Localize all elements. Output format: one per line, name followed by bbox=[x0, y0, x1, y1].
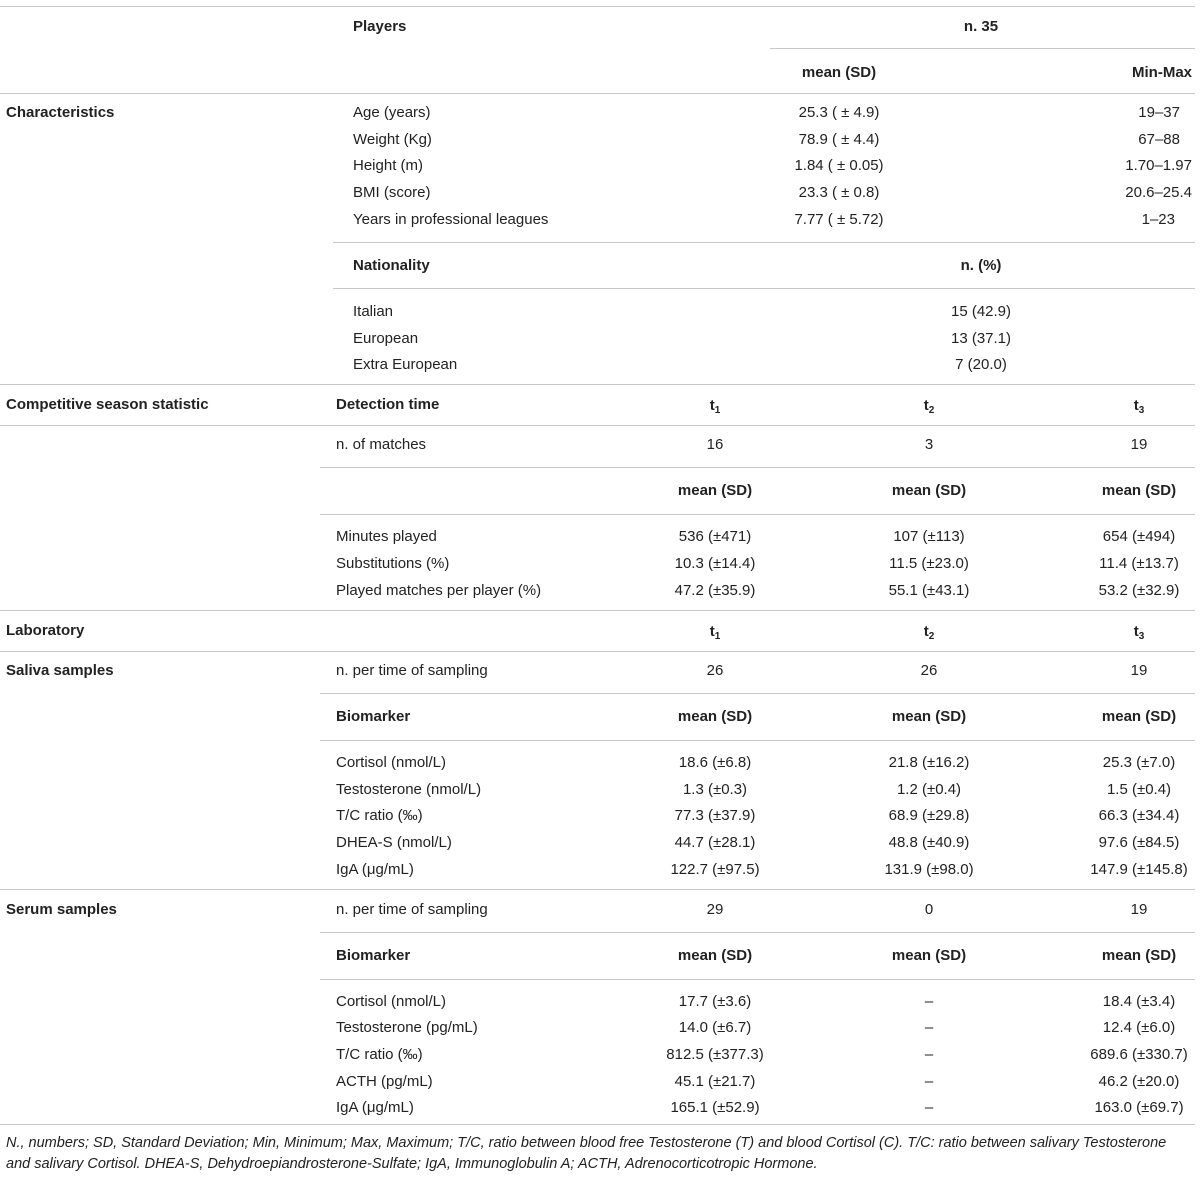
nationality-label: Italian bbox=[353, 303, 394, 320]
season-value: 53.2 (±32.9) bbox=[1098, 582, 1180, 599]
serum-value: 18.4 (±3.4) bbox=[1102, 993, 1176, 1010]
season-value: 10.3 (±14.4) bbox=[674, 555, 756, 572]
char-mean: 1.84 ( ± 0.05) bbox=[794, 157, 884, 174]
lab-time-t3: $t_3$ bbox=[1133, 623, 1145, 642]
saliva-row-label: T/C ratio (‰) bbox=[336, 807, 423, 824]
saliva-value: 44.7 (±28.1) bbox=[674, 834, 756, 851]
saliva-value: 66.3 (±34.4) bbox=[1098, 807, 1180, 824]
saliva-n-value: 26 bbox=[706, 662, 724, 679]
serum-n-value: 0 bbox=[924, 901, 934, 918]
serum-mean-header: mean (SD) bbox=[677, 947, 753, 964]
rule-season-top bbox=[0, 384, 1195, 385]
serum-value: 165.1 (±52.9) bbox=[670, 1099, 760, 1116]
char-mean: 23.3 ( ± 0.8) bbox=[798, 184, 880, 201]
saliva-value: 122.7 (±97.5) bbox=[670, 861, 760, 878]
char-range: 67–88 bbox=[1138, 131, 1180, 148]
season-row-label: Minutes played bbox=[336, 528, 437, 545]
n-players-header: n. 35 bbox=[963, 18, 999, 35]
lab-time-t1: $t_1$ bbox=[709, 623, 721, 642]
serum-value: 45.1 (±21.7) bbox=[674, 1073, 756, 1090]
rule-serum-bio-top bbox=[320, 932, 1195, 933]
serum-value: 46.2 (±20.0) bbox=[1098, 1073, 1180, 1090]
season-value: 11.5 (±23.0) bbox=[889, 555, 969, 572]
saliva-row-label: Testosterone (nmol/L) bbox=[336, 781, 482, 798]
saliva-value: 1.2 (±0.4) bbox=[896, 781, 962, 798]
serum-value: – bbox=[924, 1046, 934, 1063]
season-value: 107 (±113) bbox=[893, 528, 965, 545]
saliva-value: 131.9 (±98.0) bbox=[884, 861, 974, 878]
serum-value: 12.4 (±6.0) bbox=[1102, 1019, 1176, 1036]
mean-sd-header: mean (SD) bbox=[801, 64, 877, 81]
serum-row-label: T/C ratio (‰) bbox=[336, 1046, 423, 1063]
season-value: 47.2 (±35.9) bbox=[674, 582, 756, 599]
season-value: 536 (±471) bbox=[678, 528, 752, 545]
serum-biomarker-header: Biomarker bbox=[336, 947, 411, 964]
season-mean-header: mean (SD) bbox=[677, 482, 753, 499]
season-value: 654 (±494) bbox=[1102, 528, 1176, 545]
laboratory-section: Laboratory bbox=[6, 622, 85, 639]
serum-value: – bbox=[924, 993, 934, 1010]
serum-value: – bbox=[924, 1099, 934, 1116]
detection-time-header: Detection time bbox=[336, 396, 440, 413]
season-value: 11.4 (±13.7) bbox=[1099, 555, 1179, 572]
rule-bottom bbox=[0, 1124, 1195, 1125]
saliva-value: 68.9 (±29.8) bbox=[888, 807, 970, 824]
saliva-value: 18.6 (±6.8) bbox=[678, 754, 752, 771]
matches-value: 16 bbox=[706, 436, 724, 453]
saliva-mean-header: mean (SD) bbox=[891, 708, 967, 725]
saliva-value: 77.3 (±37.9) bbox=[674, 807, 756, 824]
char-label: Age (years) bbox=[353, 104, 431, 121]
rule-header-bottom bbox=[0, 93, 1195, 94]
players-header: Players bbox=[353, 18, 407, 35]
time-header-t2: $t_2$ bbox=[923, 397, 935, 416]
nationality-label: Extra European bbox=[353, 356, 458, 373]
rule-season-mean-top bbox=[320, 467, 1195, 468]
serum-row-label: Testosterone (pg/mL) bbox=[336, 1019, 478, 1036]
rule-top bbox=[0, 6, 1195, 7]
serum-value: 689.6 (±330.7) bbox=[1090, 1046, 1188, 1063]
saliva-n-label: n. per time of sampling bbox=[336, 662, 488, 679]
char-label: Height (m) bbox=[353, 157, 424, 174]
rule-nationality-top bbox=[333, 242, 1195, 243]
nationality-value: 15 (42.9) bbox=[950, 303, 1012, 320]
serum-row-label: IgA (μg/mL) bbox=[336, 1099, 414, 1116]
saliva-row-label: IgA (μg/mL) bbox=[336, 861, 414, 878]
rule-header-span bbox=[770, 48, 1195, 49]
serum-mean-header: mean (SD) bbox=[891, 947, 967, 964]
time-header-t3: $t_3$ bbox=[1133, 397, 1145, 416]
saliva-row-label: DHEA-S (nmol/L) bbox=[336, 834, 452, 851]
serum-value: – bbox=[924, 1073, 934, 1090]
table-footnote: N., numbers; SD, Standard Deviation; Min, Minimum; Max, Maximum; T/C, ratio between blood free Testosterone (T) and blood Cortisol (C). T/C: ratio between salivary Testosterone and salivary Cortisol. DHEA-S, Dehydroepiandrosterone-Sulfate; IgA, Immunoglobulin A; ACTH, Adrenocorticotropic Hormone. bbox=[6, 1135, 1167, 1172]
saliva-value: 21.8 (±16.2) bbox=[888, 754, 970, 771]
serum-section: Serum samples bbox=[6, 901, 117, 918]
matches-value: 3 bbox=[924, 436, 934, 453]
rule-lab-bottom bbox=[0, 651, 1195, 652]
rule-serum-bio-bottom bbox=[320, 979, 1195, 980]
min-max-header: Min-Max bbox=[1132, 64, 1192, 81]
char-label: BMI (score) bbox=[353, 184, 431, 201]
nationality-value: 13 (37.1) bbox=[950, 330, 1012, 347]
saliva-value: 1.5 (±0.4) bbox=[1106, 781, 1172, 798]
serum-n-value: 19 bbox=[1130, 901, 1148, 918]
rule-saliva-bio-top bbox=[320, 693, 1195, 694]
season-mean-header: mean (SD) bbox=[1101, 482, 1177, 499]
saliva-biomarker-header: Biomarker bbox=[336, 708, 411, 725]
char-mean: 78.9 ( ± 4.4) bbox=[798, 131, 880, 148]
rule-nationality-header bbox=[333, 288, 1195, 289]
season-value: 55.1 (±43.1) bbox=[888, 582, 970, 599]
char-label: Years in professional leagues bbox=[353, 211, 549, 228]
saliva-section: Saliva samples bbox=[6, 662, 114, 679]
serum-mean-header: mean (SD) bbox=[1101, 947, 1177, 964]
lab-time-t2: $t_2$ bbox=[923, 623, 935, 642]
saliva-value: 48.8 (±40.9) bbox=[888, 834, 970, 851]
nationality-value: 7 (20.0) bbox=[955, 356, 1007, 373]
saliva-n-value: 19 bbox=[1130, 662, 1148, 679]
char-mean: 25.3 ( ± 4.9) bbox=[798, 104, 880, 121]
matches-value: 19 bbox=[1130, 436, 1148, 453]
season-row-label: Substitutions (%) bbox=[336, 555, 450, 572]
saliva-value: 97.6 (±84.5) bbox=[1098, 834, 1180, 851]
char-range: 1.70–1.97 bbox=[1125, 157, 1192, 174]
matches-label: n. of matches bbox=[336, 436, 427, 453]
nationality-header: Nationality bbox=[353, 257, 430, 274]
rule-lab-top bbox=[0, 610, 1195, 611]
season-section: Competitive season statistic bbox=[6, 396, 209, 413]
saliva-value: 1.3 (±0.3) bbox=[682, 781, 748, 798]
saliva-mean-header: mean (SD) bbox=[677, 708, 753, 725]
rule-season-mean-bottom bbox=[320, 514, 1195, 515]
rule-saliva-bio-bottom bbox=[320, 740, 1195, 741]
char-range: 20.6–25.4 bbox=[1125, 184, 1192, 201]
saliva-value: 147.9 (±145.8) bbox=[1090, 861, 1188, 878]
char-label: Weight (Kg) bbox=[353, 131, 432, 148]
char-range: 1–23 bbox=[1141, 211, 1175, 228]
season-mean-header: mean (SD) bbox=[891, 482, 967, 499]
serum-n-label: n. per time of sampling bbox=[336, 901, 488, 918]
saliva-mean-header: mean (SD) bbox=[1101, 708, 1177, 725]
char-range: 19–37 bbox=[1138, 104, 1180, 121]
saliva-row-label: Cortisol (nmol/L) bbox=[336, 754, 447, 771]
serum-value: 14.0 (±6.7) bbox=[678, 1019, 752, 1036]
rule-serum-top bbox=[0, 889, 1195, 890]
characteristics-section: Characteristics bbox=[6, 104, 115, 121]
serum-value: – bbox=[924, 1019, 934, 1036]
serum-value: 812.5 (±377.3) bbox=[666, 1046, 764, 1063]
saliva-n-value: 26 bbox=[920, 662, 938, 679]
rule-detection-bottom bbox=[0, 425, 1195, 426]
saliva-value: 25.3 (±7.0) bbox=[1102, 754, 1176, 771]
serum-value: 17.7 (±3.6) bbox=[678, 993, 752, 1010]
season-row-label: Played matches per player (%) bbox=[336, 582, 542, 599]
serum-row-label: ACTH (pg/mL) bbox=[336, 1073, 433, 1090]
serum-value: 163.0 (±69.7) bbox=[1094, 1099, 1184, 1116]
serum-n-value: 29 bbox=[706, 901, 724, 918]
n-pct-header: n. (%) bbox=[960, 257, 1002, 274]
nationality-label: European bbox=[353, 330, 419, 347]
char-mean: 7.77 ( ± 5.72) bbox=[794, 211, 884, 228]
time-header-t1: $t_1$ bbox=[709, 397, 721, 416]
serum-row-label: Cortisol (nmol/L) bbox=[336, 993, 447, 1010]
